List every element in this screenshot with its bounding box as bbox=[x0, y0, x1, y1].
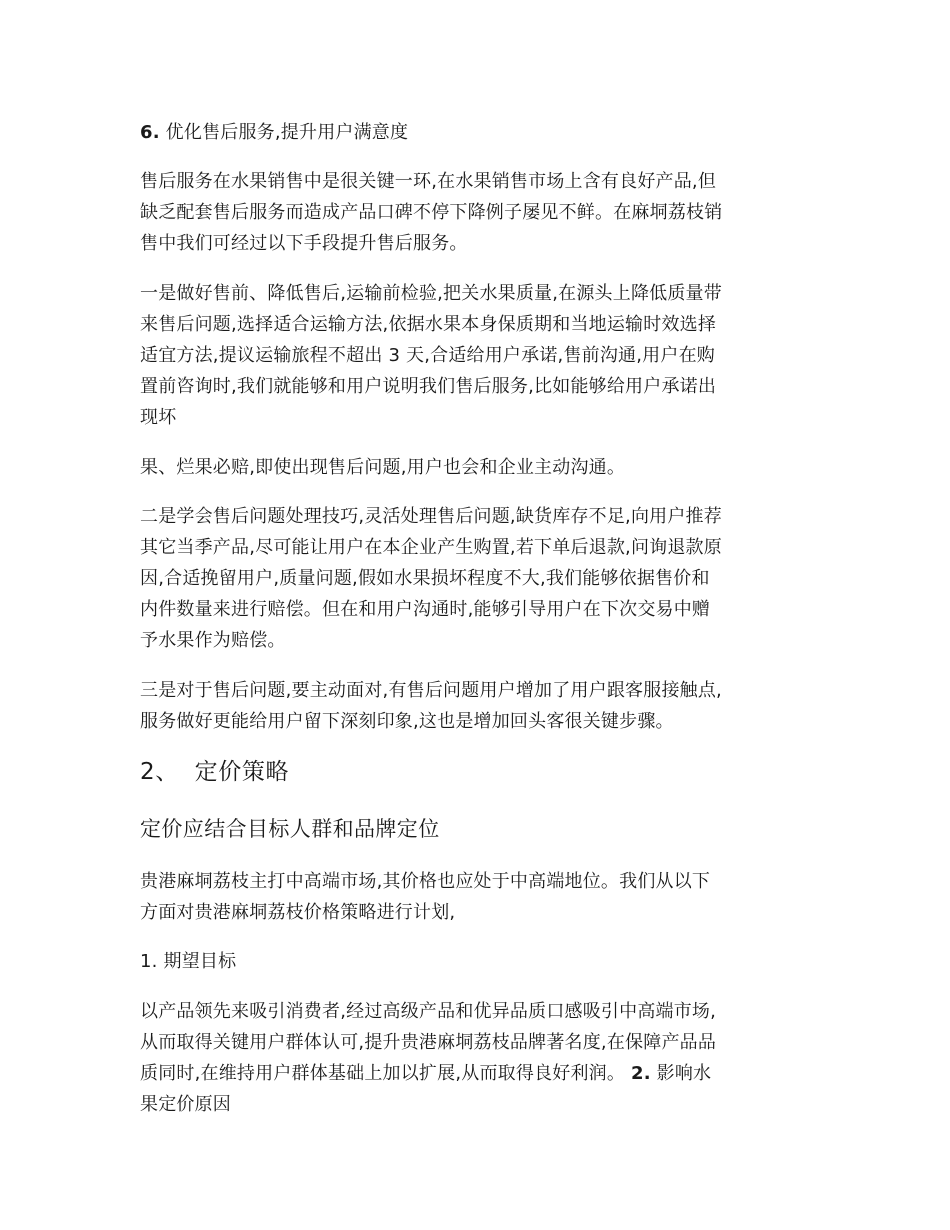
text-line: 因,合适挽留用户,质量问题,假如水果损坏程度不大,我们能够依据售价和 bbox=[140, 568, 710, 589]
text-line: 方面对贵港麻垌荔枝价格策略进行计划, bbox=[140, 902, 456, 923]
text-line: 现坏 bbox=[140, 407, 177, 428]
section-6-number: 6. bbox=[140, 122, 160, 143]
text-line: 贵港麻垌荔枝主打中高端市场,其价格也应处于中高端地位。我们从以下 bbox=[140, 871, 711, 892]
text-line: 置前咨询时,我们就能够和用户说明我们售后服务,比如能够给用户承诺出 bbox=[140, 376, 717, 397]
section-6-heading bbox=[140, 117, 812, 148]
text-line: 三是对于售后问题,要主动面对,有售后问题用户增加了用户跟客服接触点, bbox=[140, 680, 722, 701]
text-line: 予水果作为赔偿。 bbox=[140, 630, 286, 651]
paragraph-after-sales-intro bbox=[140, 166, 812, 259]
section-6-title: 优化售后服务,提升用户满意度 bbox=[159, 122, 409, 143]
text-segment: 质同时,在维持用户群体基础上加以扩展,从而取得良好利润。 bbox=[140, 1063, 631, 1084]
text-line: 适宜方法,提议运输旅程不超出 3 天,合适给用户承诺,售前沟通,用户在购 bbox=[140, 345, 715, 366]
text-line: 来售后问题,选择适合运输方法,依据水果本身保质期和当地运输时效选择 bbox=[140, 314, 717, 335]
text-line: 果定价原因 bbox=[140, 1094, 231, 1115]
text-line-mixed bbox=[140, 1058, 812, 1089]
paragraph-point-two bbox=[140, 501, 812, 656]
paragraph-point-three bbox=[140, 675, 812, 737]
paragraph-pricing-intro bbox=[140, 866, 812, 928]
section-heading-pricing: 2、 定价策略 bbox=[140, 759, 290, 785]
text-line: 以产品领先来吸引消费者,经过高级产品和优异品质口感吸引中高端市场, bbox=[140, 1001, 717, 1022]
subheading-pricing-positioning: 定价应结合目标人群和品牌定位 bbox=[140, 817, 440, 841]
inline-item-number: 2. bbox=[630, 1063, 651, 1084]
text-line: 内件数量来进行赔偿。但在和用户沟通时,能够引导用户在下次交易中赠 bbox=[140, 599, 711, 620]
text-line: 一是做好售前、降低售后,运输前检验,把关水果质量,在源头上降低质量带 bbox=[140, 283, 722, 304]
inline-item-title: 影响水 bbox=[650, 1063, 712, 1084]
text-line: 售后服务在水果销售中是很关键一环,在水果销售市场上含有良好产品,但 bbox=[140, 171, 717, 192]
text-line: 缺乏配套售后服务而造成产品口碑不停下降例子屡见不鲜。在麻垌荔枝销 bbox=[140, 202, 723, 223]
text-line: 二是学会售后问题处理技巧,灵活处理售后问题,缺货库存不足,向用户推荐 bbox=[140, 506, 722, 527]
text-line: 售中我们可经过以下手段提升售后服务。 bbox=[140, 233, 468, 254]
paragraph-expected-goal bbox=[140, 996, 812, 1120]
text-line: 其它当季产品,尽可能让用户在本企业产生购置,若下单后退款,问询退款原 bbox=[140, 537, 722, 558]
text-line: 果、烂果必赔,即使出现售后问题,用户也会和企业主动沟通。 bbox=[140, 457, 626, 478]
paragraph-point-one-continued bbox=[140, 452, 812, 483]
paragraph-point-one bbox=[140, 278, 812, 433]
text-line: 从而取得关键用户群体认可,提升贵港麻垌荔枝品牌著名度,在保障产品品 bbox=[140, 1032, 717, 1053]
list-item-expected-goal: 1. 期望目标 bbox=[140, 951, 237, 972]
text-line: 服务做好更能给用户留下深刻印象,这也是增加回头客很关键步骤。 bbox=[140, 711, 674, 732]
